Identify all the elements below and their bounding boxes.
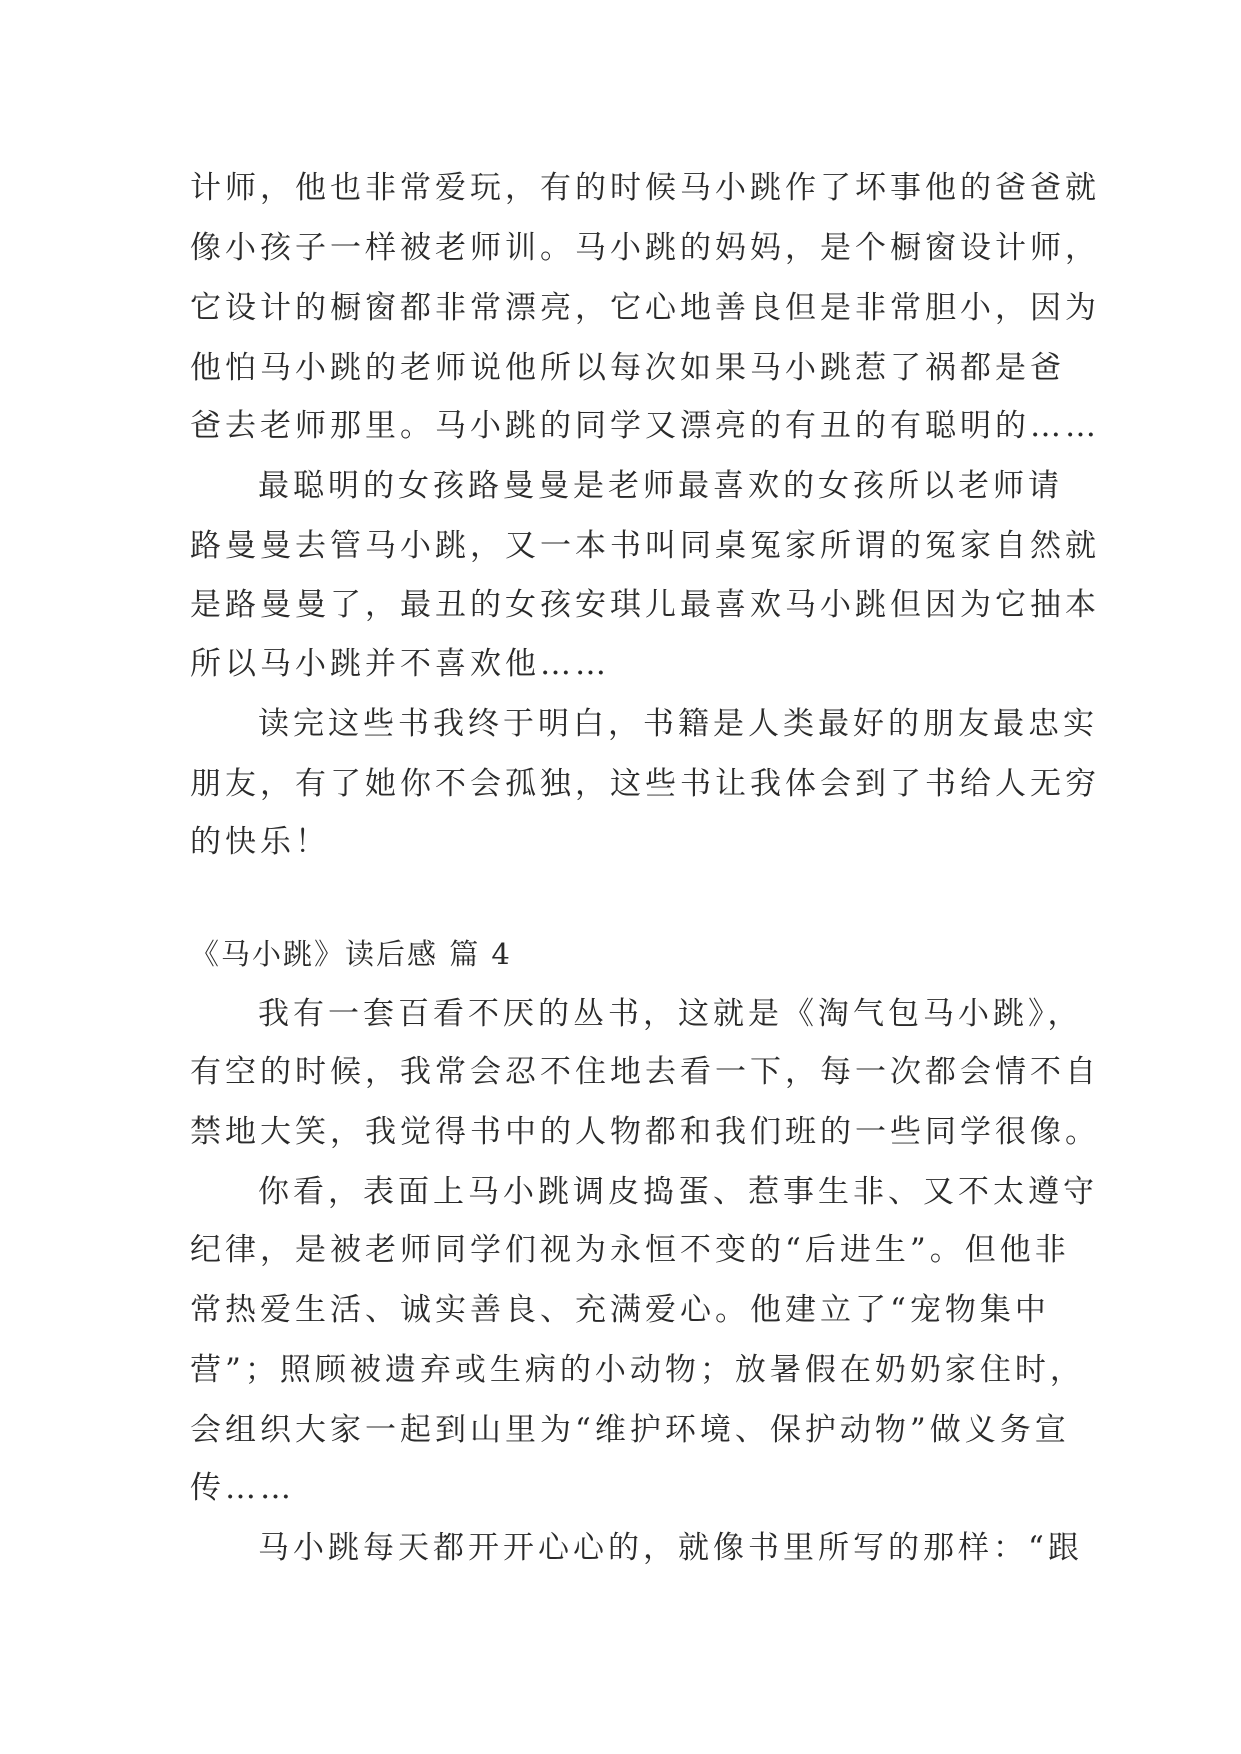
text-line: 所以马小跳并不喜欢他…… bbox=[190, 646, 610, 682]
text-line: 纪律，是被老师同学们视为永恒不变的“后进生”。但他非 bbox=[190, 1232, 1070, 1268]
section-heading: 《马小跳》读后感 篇 4 bbox=[190, 937, 512, 971]
text-line: 传…… bbox=[190, 1470, 295, 1506]
text-line: 会组织大家一起到山里为“维护环境、保护动物”做义务宣 bbox=[190, 1412, 1070, 1448]
text-line: 读完这些书我终于明白，书籍是人类最好的朋友最忠实 bbox=[258, 706, 1098, 742]
text-line: 像小孩子一样被老师训。马小跳的妈妈，是个橱窗设计师， bbox=[190, 230, 1100, 266]
text-line: 有空的时候，我常会忍不住地去看一下，每一次都会情不自 bbox=[190, 1054, 1100, 1090]
text-line: 他怕马小跳的老师说他所以每次如果马小跳惹了祸都是爸 bbox=[190, 350, 1065, 386]
text-line: 营”；照顾被遗弃或生病的小动物；放暑假在奶奶家住时， bbox=[190, 1352, 1085, 1388]
text-line: 它设计的橱窗都非常漂亮，它心地善良但是非常胆小，因为 bbox=[190, 290, 1100, 326]
text-line: 我有一套百看不厌的丛书，这就是《淘气包马小跳》， bbox=[258, 996, 1083, 1032]
text-line: 计师，他也非常爱玩，有的时候马小跳作了坏事他的爸爸就 bbox=[190, 170, 1100, 206]
text-line: 禁地大笑，我觉得书中的人物都和我们班的一些同学很像。 bbox=[190, 1114, 1100, 1150]
text-line: 是路曼曼了，最丑的女孩安琪儿最喜欢马小跳但因为它抽本 bbox=[190, 587, 1100, 623]
text-line: 常热爱生活、诚实善良、充满爱心。他建立了“宠物集中 bbox=[190, 1292, 1050, 1328]
text-line: 马小跳每天都开开心心的，就像书里所写的那样：“跟 bbox=[258, 1530, 1083, 1566]
text-line: 爸去老师那里。马小跳的同学又漂亮的有丑的有聪明的…… bbox=[190, 408, 1100, 444]
text-line: 你看，表面上马小跳调皮捣蛋、惹事生非、又不太遵守 bbox=[258, 1174, 1098, 1210]
text-line: 最聪明的女孩路曼曼是老师最喜欢的女孩所以老师请 bbox=[258, 468, 1063, 504]
text-line: 路曼曼去管马小跳，又一本书叫同桌冤家所谓的冤家自然就 bbox=[190, 528, 1100, 564]
text-line: 的快乐！ bbox=[190, 824, 330, 860]
text-line: 朋友，有了她你不会孤独，这些书让我体会到了书给人无穷 bbox=[190, 766, 1100, 802]
